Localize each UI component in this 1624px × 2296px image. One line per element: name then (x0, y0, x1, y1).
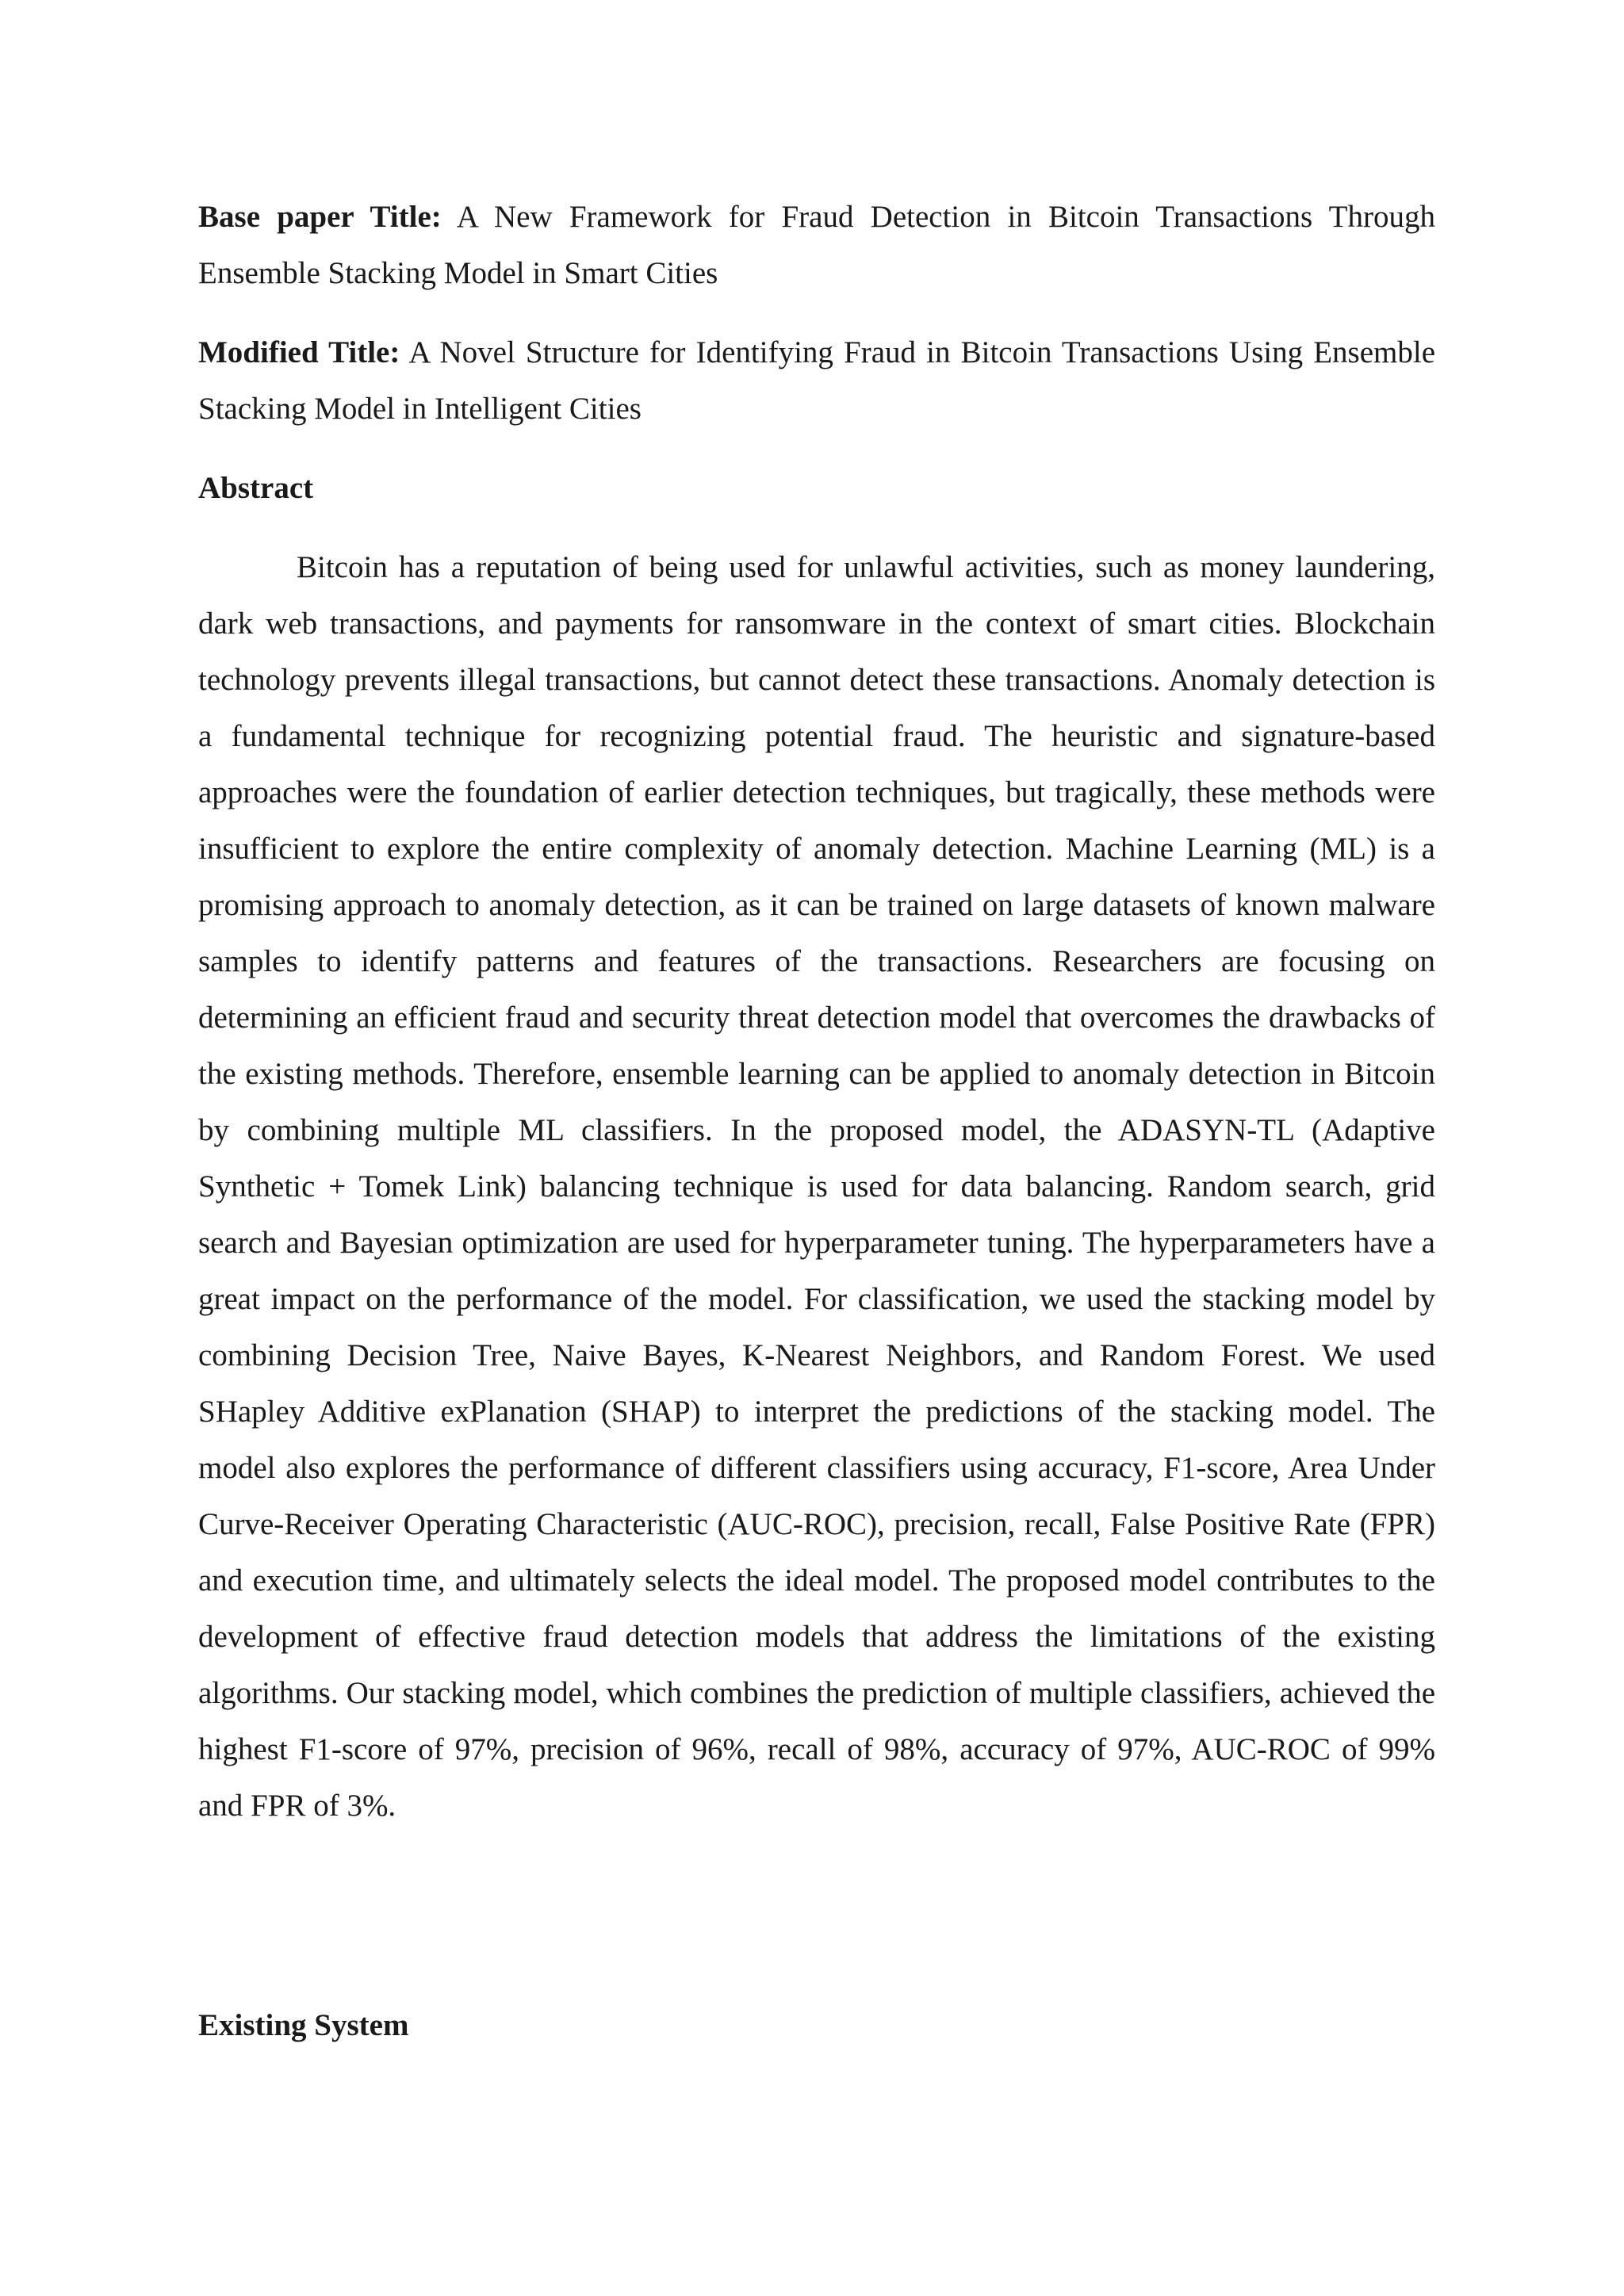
abstract-heading: Abstract (198, 471, 314, 505)
base-paper-title (198, 189, 1435, 301)
abstract-body: Bitcoin has a reputation of being used for unlawful activities, such as money laundering, dark web transactions, and payments for ransomware in the context of smart cities. Blockchain technology prevents illegal transactions, but cannot detect these transactions. Anomaly detection is a fundamental technique for recognizing potential fraud. The heuristic and signature-based approaches were the foundation of earlier detection techniques, but tragically, these methods were insufficient to explore the entire complexity of anomaly detection. Machine Learning (ML) is a promising approach to anomaly detection, as it can be trained on large datasets of known malware samples to identify patterns and features of the transactions. Researchers are focusing on determining an efficient fraud and security threat detection model that overcomes the drawbacks of the existing methods. Therefore, ensemble learning can be applied to anomaly detection in Bitcoin by combining multiple ML classifiers. In the proposed model, the ADASYN-TL (Adaptive Synthetic + Tomek Link) balancing technique is used for data balancing. Random search, grid search and Bayesian optimization are used for hyperparameter tuning. The hyperparameters have a great impact on the performance of the model. For classification, we used the stacking model by combining Decision Tree, Naive Bayes, K-Nearest Neighbors, and Random Forest. We used SHapley Additive exPlanation (SHAP) to interpret the predictions of the stacking model. The model also explores the performance of different classifiers using accuracy, F1-score, Area Under Curve-Receiver Operating Characteristic (AUC-ROC), precision, recall, False Positive Rate (FPR) and execution time, and ultimately selects the ideal model. The proposed model contributes to the development of effective fraud detection models that address the limitations of the existing algorithms. Our stacking model, which combines the prediction of multiple classifiers, achieved the highest F1-score of 97%, precision of 96%, recall of 98%, accuracy of 97%, AUC-ROC of 99% and FPR of 3%. (198, 550, 1435, 1823)
modified-title-text: A Novel Structure for Identifying Fraud in Bitcoin Transactions Using Ensemble Stacking Model in Intelligent Cities (198, 335, 1435, 426)
existing-system-heading: Existing System (198, 2008, 409, 2042)
base-paper-title-text: A New Framework for Fraud Detection in Bitcoin Transactions Through Ensemble Stacking Model in Smart Cities (198, 200, 1435, 290)
modified-title-label: Modified Title: (198, 335, 400, 369)
document-content (198, 189, 1435, 1834)
modified-title (198, 324, 1435, 437)
base-paper-title-label: Base paper Title: (198, 200, 442, 234)
